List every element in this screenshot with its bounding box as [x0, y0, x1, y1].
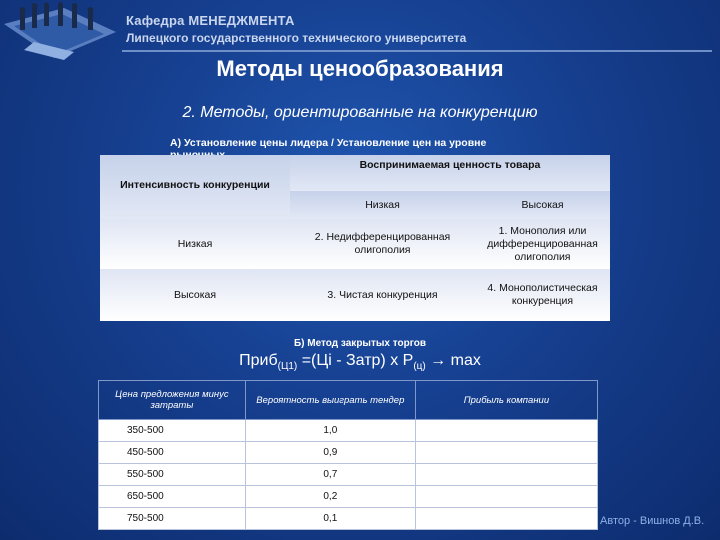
table-a-col-low: Низкая [290, 191, 475, 219]
tender-header-probability: Вероятность выиграть тендер [245, 381, 415, 420]
table-a-cell-low-low: 2. Недифференцированная олигополия [290, 219, 475, 269]
tender-price: 550-500 [99, 464, 246, 486]
formula-lhs: Приб [239, 352, 278, 369]
formula-rhs: → max [425, 352, 481, 369]
subtitle: 2. Методы, ориентированные на конкуренцию [182, 104, 538, 121]
table-row [99, 486, 598, 508]
tender-profit [415, 486, 597, 508]
department-title: Кафедра МЕНЕДЖМЕНТА [126, 13, 295, 28]
table-a-col-header: Воспринимаемая ценность товара [290, 155, 610, 191]
table-a-col-high: Высокая [475, 191, 610, 219]
author-credit: Автор - Вишнов Д.В. [600, 515, 705, 527]
tender-header-profit: Прибыль компании [415, 381, 597, 420]
table-a-row-header: Интенсивность конкуренции [100, 155, 290, 219]
tender-table [98, 380, 598, 530]
tender-probability: 1,0 [245, 420, 415, 442]
table-a-row-high-label: Высокая [100, 269, 290, 321]
profit-formula [0, 352, 720, 372]
formula-mid: =(Цi - Затр) х Р [297, 352, 414, 369]
tender-profit [415, 442, 597, 464]
tender-profit [415, 464, 597, 486]
formula-lhs-sub: (Ц1) [277, 361, 298, 373]
tender-profit [415, 420, 597, 442]
tender-header-price: Цена предложения минус затраты [99, 381, 246, 420]
university-name: Липецкого государственного технического университета [126, 31, 467, 45]
table-row [99, 442, 598, 464]
competition-matrix-table [100, 155, 610, 321]
department-logo [4, 2, 116, 64]
page-title: Методы ценообразования [216, 56, 504, 81]
tender-probability: 0,9 [245, 442, 415, 464]
section-b-heading: Б) Метод закрытых торгов [293, 338, 427, 349]
tender-price: 650-500 [99, 486, 246, 508]
tender-probability: 0,1 [245, 508, 415, 530]
table-a-row-low-label: Низкая [100, 219, 290, 269]
table-a-cell-high-high: 4. Монополистическая конкуренция [475, 269, 610, 321]
tender-price: 350-500 [99, 420, 246, 442]
section-a-heading: А) Установление цены лидера / Установление цен на уровне [170, 137, 487, 149]
table-row [99, 464, 598, 486]
header-divider [122, 50, 712, 52]
tender-price: 750-500 [99, 508, 246, 530]
table-row [99, 508, 598, 530]
tender-probability: 0,2 [245, 486, 415, 508]
tender-profit [415, 508, 597, 530]
tender-probability: 0,7 [245, 464, 415, 486]
table-row [99, 420, 598, 442]
formula-p-sub: (ц) [413, 361, 426, 373]
tender-price: 450-500 [99, 442, 246, 464]
table-a-cell-high-low: 3. Чистая конкуренция [290, 269, 475, 321]
table-a-cell-low-high: 1. Монополия или дифференцированная олигополия [475, 219, 610, 269]
